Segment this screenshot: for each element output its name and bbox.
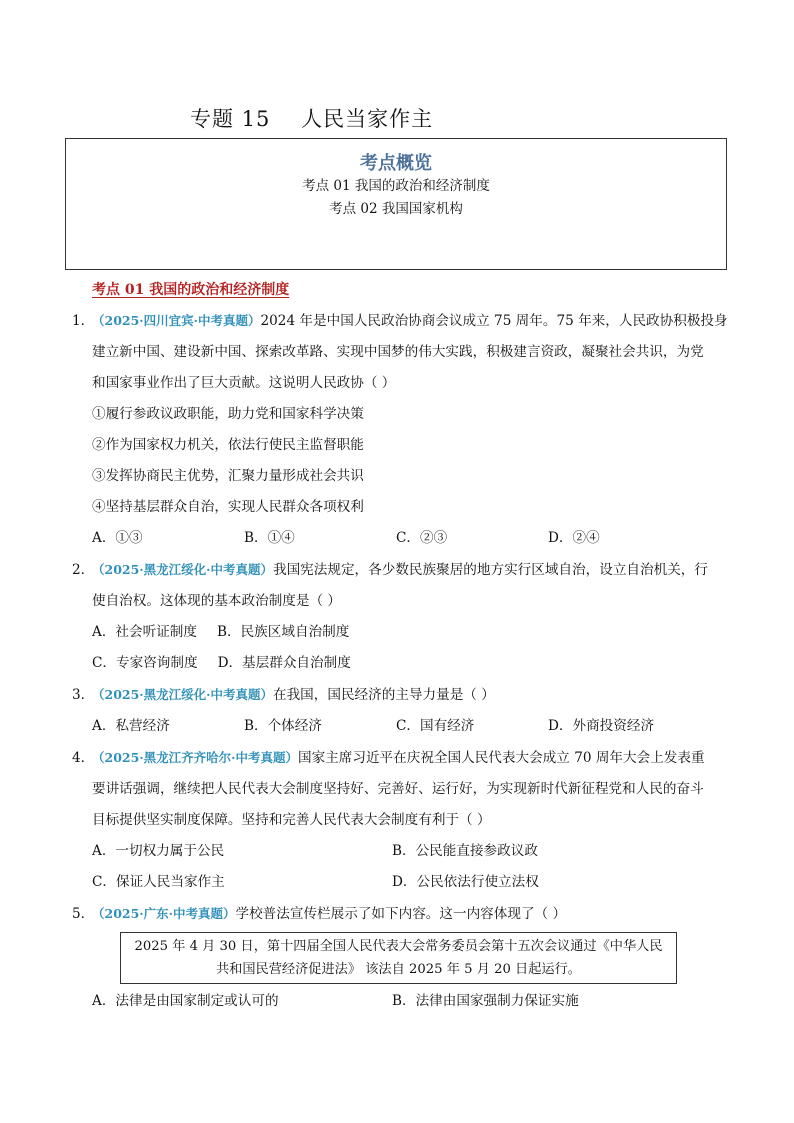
- question-source: （2025·四川宜宾·中考真题）: [92, 313, 261, 328]
- option-d: D．外商投资经济: [548, 718, 655, 734]
- question-text: 要讲话强调，继续把人民代表大会制度坚持好、完善好、运行好，为实现新时代新征程党和人民的奋斗: [92, 781, 704, 797]
- option-a: A．私营经济: [92, 718, 170, 734]
- statement: ④坚持基层群众自治，实现人民群众各项权利: [92, 499, 364, 515]
- excerpt-line: 共和国民营经济促进法》 该法自 2025 年 5 月 20 日起运行。: [215, 962, 581, 977]
- option-b: B．法律由国家强制力保证实施: [392, 993, 579, 1009]
- question-4: [72, 742, 732, 898]
- option-c: C．国有经济: [396, 718, 475, 734]
- option-b: B．①④: [244, 530, 295, 546]
- option-a: A．社会听证制度: [92, 624, 197, 640]
- question-number: 3．: [72, 687, 95, 703]
- option-a: A．①③: [92, 530, 143, 546]
- option-b: B．公民能直接参政议政: [392, 843, 538, 859]
- question-text: 我国宪法规定，各少数民族聚居的地方实行区域自治，设立自治机关，行: [273, 562, 708, 578]
- option-b: B．民族区域自治制度: [216, 624, 350, 640]
- question-3: [72, 679, 732, 742]
- question-source: （2025·黑龙江齐齐哈尔·中考真题）: [92, 750, 298, 765]
- statement: ①履行参政议政职能，助力党和国家科学决策: [92, 406, 364, 422]
- question-source: （2025·黑龙江绥化·中考真题）: [92, 562, 273, 577]
- question-source: （2025·黑龙江绥化·中考真题）: [92, 687, 273, 702]
- question-5: [72, 898, 732, 1017]
- statement: ②作为国家权力机关，依法行使民主监督职能: [92, 437, 364, 453]
- option-c: C．②③: [396, 530, 448, 546]
- question-text: 2024 年是中国人民政治协商会议成立 75 周年。75 年来，人民政协积极投身: [260, 313, 728, 329]
- option-d: D．②④: [548, 530, 600, 546]
- question-number: 2．: [72, 562, 95, 578]
- question-number: 5．: [72, 906, 95, 922]
- question-text: 学校普法宣传栏展示了如下内容。这一内容体现了（ ）: [235, 906, 567, 922]
- option-d: D．公民依法行使立法权: [392, 874, 539, 890]
- question-number: 4．: [72, 750, 95, 766]
- overview-item-1: 考点 01 我国的政治和经济制度: [302, 178, 490, 194]
- option-a: A．一切权力属于公民: [92, 843, 225, 859]
- question-list: [72, 305, 732, 1017]
- option-a: A．法律是由国家制定或认可的: [92, 993, 279, 1009]
- option-c: C．保证人民当家作主: [92, 874, 225, 890]
- page-title: 专题 15 人民当家作主: [190, 107, 434, 131]
- option-b: B．个体经济: [244, 718, 322, 734]
- question-source: （2025·广东·中考真题）: [92, 906, 236, 921]
- question-1: [72, 305, 732, 554]
- question-text: 在我国，国民经济的主导力量是（ ）: [273, 687, 495, 703]
- question-text: 国家主席习近平在庆祝全国人民代表大会成立 70 周年大会上发表重: [298, 750, 705, 766]
- question-number: 1．: [72, 313, 95, 329]
- question-text: 建立新中国、建设新中国、探索改革路、实现中国梦的伟大实践，积极建言资政，凝聚社会共识，为党: [92, 344, 704, 360]
- question-text: 和国家事业作出了巨大贡献。这说明人民政协（ ）: [92, 375, 396, 391]
- option-d: D．基层群众自治制度: [217, 655, 351, 671]
- question-text: 目标提供坚实制度保障。坚持和完善人民代表大会制度有利于（ ）: [92, 812, 491, 828]
- option-c: C．专家咨询制度: [92, 655, 198, 671]
- overview-item-2: 考点 02 我国国家机构: [329, 201, 463, 217]
- statement: ③发挥协商民主优势，汇聚力量形成社会共识: [92, 468, 364, 484]
- overview-heading: 考点概览: [360, 153, 432, 174]
- excerpt-line: 2025 年 4 月 30 日，第十四届全国人民代表大会常务委员会第十五次会议通过《中华人民: [134, 939, 663, 954]
- question-2: [72, 554, 732, 679]
- section-title: 考点 01 我国的政治和经济制度: [92, 282, 290, 298]
- law-excerpt-box: [120, 932, 677, 984]
- question-text: 使自治权。这体现的基本政治制度是（ ）: [92, 593, 342, 609]
- overview-box: [65, 138, 727, 270]
